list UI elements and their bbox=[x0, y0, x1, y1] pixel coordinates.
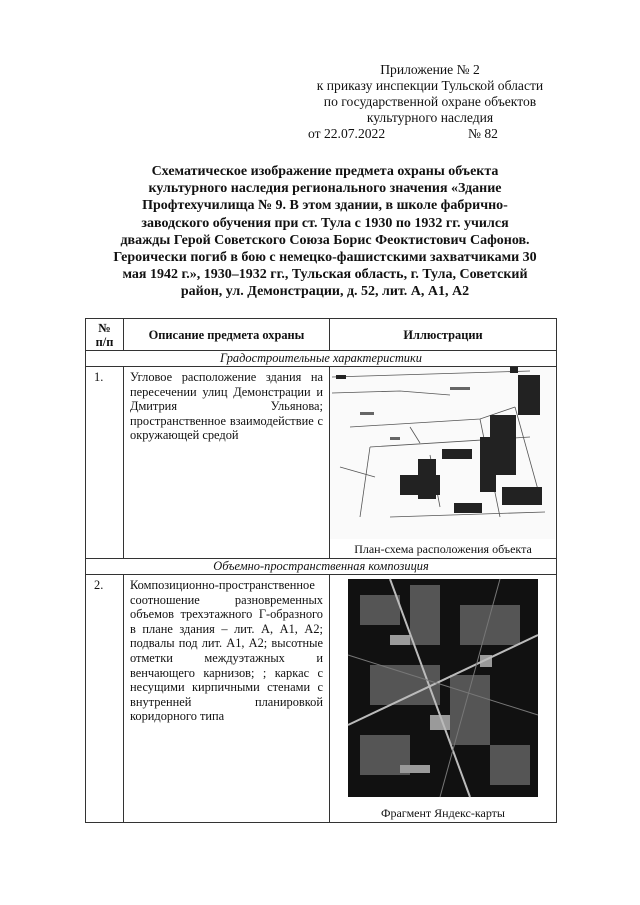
document-title bbox=[90, 163, 560, 301]
section-title: Объемно-пространственная композиция bbox=[86, 559, 557, 575]
section-title: Градостроительные характеристики bbox=[86, 351, 557, 367]
row-number: 2. bbox=[86, 575, 124, 823]
table-row bbox=[86, 367, 557, 559]
header-number bbox=[86, 319, 124, 351]
title-line-6: Героически погиб в бою с немецко-фашистскими захватчиками 30 bbox=[113, 250, 537, 266]
header-description: Описание предмета охраны bbox=[124, 319, 330, 351]
illustration-cell bbox=[330, 367, 557, 559]
illustration-caption: Фрагмент Яндекс-карты bbox=[381, 806, 505, 820]
header-number-line-2: п/п bbox=[95, 334, 114, 349]
row-number: 1. bbox=[86, 367, 124, 559]
row-description: Угловое расположение здания на пересечении улиц Демонстрации и Дмитрия Ульянова; пространственное взаимодействие с окружающей средой bbox=[124, 367, 330, 559]
illustration-cell bbox=[330, 575, 557, 823]
table-row bbox=[86, 575, 557, 823]
appendix-line-2: к приказу инспекции Тульской области bbox=[316, 78, 544, 93]
section-row bbox=[86, 559, 557, 575]
appendix-block bbox=[290, 62, 570, 142]
satellite-map-image bbox=[330, 575, 555, 801]
title-line-1: Схематическое изображение предмета охраны объекта bbox=[151, 164, 499, 179]
order-date: от 22.07.2022 bbox=[308, 126, 386, 141]
site-plan-image bbox=[330, 367, 555, 539]
header-illustrations: Иллюстрации bbox=[330, 319, 557, 351]
title-line-3: Профтехучилища № 9. В этом здании, в школе фабрично- bbox=[142, 198, 508, 214]
row-description: Композиционно-пространственное соотношение разновременных объемов трехэтажного Г-образного в плане здания – лит. А, А1, А2; подвалы под лит. А1, А2; высотные отметки междуэтажных и венчающего карнизов; ; каркас с несущими кирпичными стенами с внутренней планировкой коридорного типа bbox=[124, 575, 330, 823]
order-number: № 82 bbox=[468, 126, 498, 141]
appendix-line-3: по государственной охране объектов bbox=[323, 94, 537, 109]
protection-subject-table bbox=[85, 318, 557, 823]
title-line-5: дважды Герой Советского Союза Борис Феоктистович Сафонов. bbox=[120, 232, 530, 248]
table-header-row bbox=[86, 319, 557, 351]
illustration-caption: План-схема расположения объекта bbox=[354, 542, 532, 556]
title-line-2: культурного наследия регионального значения «Здание bbox=[148, 181, 502, 197]
title-line-7: мая 1942 г.», 1930–1932 гг., Тульская область, г. Тула, Советский bbox=[122, 267, 528, 283]
appendix-line-1: Приложение № 2 bbox=[380, 62, 480, 77]
title-line-4: заводского обучения при ст. Тула с 1930 по 1932 гг. учился bbox=[141, 215, 509, 231]
appendix-date-line bbox=[290, 126, 570, 142]
section-row bbox=[86, 351, 557, 367]
appendix-line-4: культурного наследия bbox=[366, 110, 494, 125]
title-line-8: район, ул. Демонстрации, д. 52, лит. А, А1, А2 bbox=[180, 284, 470, 300]
header-number-line-1: № bbox=[98, 320, 111, 335]
